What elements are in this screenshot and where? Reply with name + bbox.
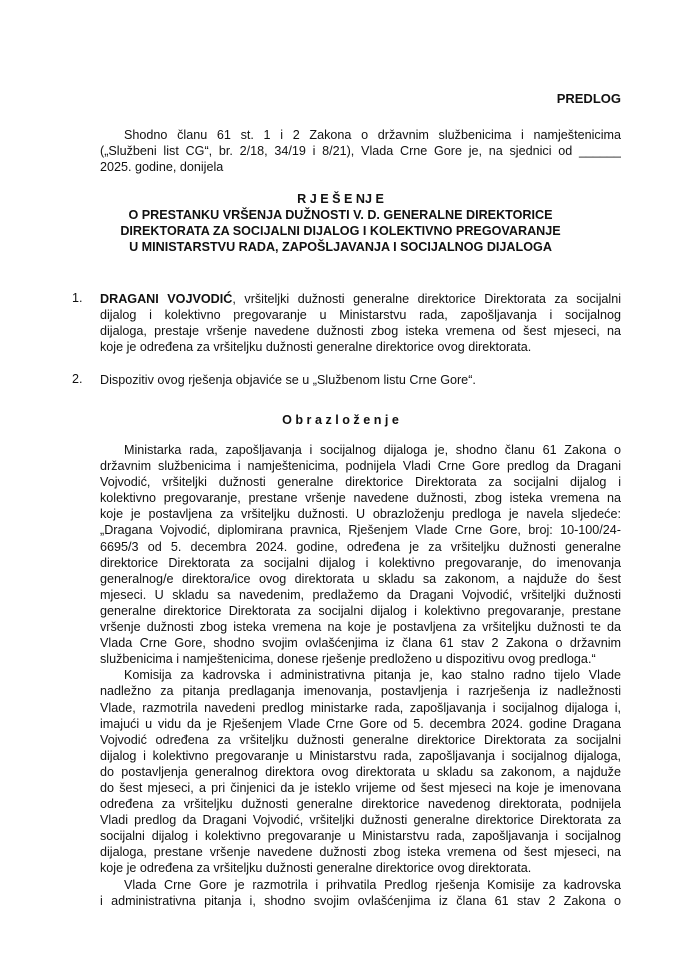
text-line: socijalni dijalog i kolektivno pregovaranje u Ministarstvu rada, zapošljavanja i socijalnog <box>100 829 621 844</box>
text-line: Shodno članu 61 st. 1 i 2 Zakona o državnim službenicima i namještenicima <box>124 128 621 142</box>
title-line: DIREKTORATA ZA SOCIJALNI DIJALOG I KOLEKTIVNO PREGOVARANJE <box>120 224 561 239</box>
text-line: („Službeni list CG“, br. 2/18, 34/19 i 8/21), Vlada Crne Gore je, na sjednici od ______ <box>100 144 621 159</box>
text-line: Vlada Crne Gore, shodno svojim ovlašćenjima iz člana 61 stav 2 Zakona o državnim <box>100 636 621 651</box>
text-line: Dispozitiv ovog rješenja objaviće se u „Službenom listu Crne Gore“. <box>100 373 476 387</box>
text-line: koje je postavljena za vršiteljku dužnosti. U obrazloženju predloga je navela sljedeće: <box>100 507 621 522</box>
explanation-paragraph <box>100 667 621 876</box>
text-line: Vlada Crne Gore je razmotrila i prihvatila Predlog rješenja Komisije za kadrovska <box>124 877 621 892</box>
text-line: državnim službenicima i namještenicima, podnijela Vladi Crne Gore predlog da Dragani <box>100 459 621 474</box>
decision-heading: R J E Š E NJ E <box>297 192 384 206</box>
preamble <box>100 127 621 175</box>
text-line: 6695/3 od 5. decembra 2024. godine, određena je za vršiteljku dužnosti generalne <box>100 539 621 554</box>
text-line: dijaloga, prestane vršenje navedene dužnosti zbog isteka vremena od šest mjeseci, na <box>100 845 621 860</box>
text-line: generalnog/e direktora/ice ovog direktorata u skladu sa zakonom, a najduže do šest <box>100 571 621 586</box>
text-line: dijalog i kolektivno pregovaranje u Ministarstvu rada, zapošljavanja i socijalnog dijaloga, <box>100 748 621 763</box>
text-line: dijalog i kolektivno pregovaranje u Ministarstvu rada, zapošljavanja i socijalnog <box>100 308 621 323</box>
text-line: do postavljenja generalnog direktora ovog direktorata u skladu sa zakonom, a najduže <box>100 764 621 779</box>
text-line: službenicima i namještenicima, donese rješenje predloženo u dispozitivu ovog predloga.“ <box>100 652 596 667</box>
text-line: koje je određena za vršiteljku dužnosti generalne direktorice ovog direktorata. <box>100 340 532 355</box>
text-line: Vladi predlog da Dragani Vojvodić, vršiteljki dužnosti generalne direktorice Direktorata za <box>100 813 621 828</box>
text-line <box>100 291 621 307</box>
explanation-paragraph <box>100 877 621 909</box>
explanation-paragraph <box>100 442 621 667</box>
item-number: 1. <box>72 291 83 305</box>
text-line: i administrativna pitanja i, shodno svojim ovlašćenjima iz člana 61 stav 2 Zakona o <box>100 893 621 908</box>
text-line: Vojvodić određena za vršiteljku dužnosti generalne direktorice Direktorata za socijalni <box>100 732 621 747</box>
text-line: 2025. godine, donijela <box>100 160 224 175</box>
text-line: Vojvodić, vršiteljki dužnosti generalne direktorice Direktorata za socijalni dijalog i <box>100 475 621 490</box>
decision-title <box>60 207 621 255</box>
text-line: Komisija za kadrovska i administrativna pitanja je, kao stalno radno tijelo Vlade <box>124 668 621 683</box>
text-line: Ministarka rada, zapošljavanja i socijalnog dijaloga je, shodno članu 61 Zakona o <box>124 443 621 457</box>
text-line: imajući u vidu da je Rješenjem Vlade Crne Gore od 5. decembra 2024. godine Dragana <box>100 716 621 731</box>
text-segment: , vršiteljki dužnosti generalne direktorice Direktorata za socijalni <box>232 292 621 306</box>
item-number: 2. <box>72 372 83 386</box>
person-name: DRAGANI VOJVODIĆ <box>100 292 233 306</box>
text-line: određena za vršiteljku dužnosti generalne direktorice navedenog direktorata, podnijela <box>100 797 621 812</box>
text-line: do šest mjeseci, a pri činjenici da je isteklo vrijeme od šest mjeseci na koje je imenovana <box>100 780 621 795</box>
text-line: kolektivno pregovaranje, prestane vršenje navedene dužnosti, zbog isteka vremena na <box>100 491 621 506</box>
text-line: „Dragana Vojvodić, diplomirana pravnica, Rješenjem Vlade Crne Gore, broj: 10-100/24- <box>100 523 621 538</box>
title-line: U MINISTARSTVU RADA, ZAPOŠLJAVANJA I SOCIJALNOG DIJALOGA <box>129 240 552 255</box>
title-line: O PRESTANKU VRŠENJA DUŽNOSTI V. D. GENERALNE DIREKTORICE <box>128 208 553 222</box>
proposal-label: PREDLOG <box>556 91 621 106</box>
text-line: dijaloga, prestaje vršenje navedene dužnosti zbog isteka vremena od šest mjeseci, na <box>100 324 621 339</box>
text-line: mjeseci. U skladu sa navedenim, predlažemo da Dragani Vojvodić, vršiteljki dužnosti <box>100 587 621 602</box>
explanation-body <box>100 442 621 909</box>
text-line: koje je određena za vršiteljku dužnosti generalne direktorice ovog direktorata. <box>100 861 532 876</box>
explanation-heading: O b r a z l o ž e n j e <box>282 413 399 427</box>
text-line: direktorice Direktorata za socijalni dijalog i kolektivno pregovaranje, do imenovanja <box>100 555 621 570</box>
text-line: nadležno za pitanja predlaganja imenovanja, postavljenja i razrješenja iz nadležnosti <box>100 684 621 699</box>
text-line: vršenje dužnosti zbog isteka vremena na koje je postavljena za vršiteljku dužnosti te da <box>100 620 621 635</box>
text-line: Vlade, razmotrila navedeni predlog ministarke rada, zapošljavanja i socijalnog dijaloga i, <box>100 700 621 715</box>
text-line: generalne direktorice Direktorata za socijalni dijalog i kolektivno pregovaranje, prestane <box>100 603 621 618</box>
